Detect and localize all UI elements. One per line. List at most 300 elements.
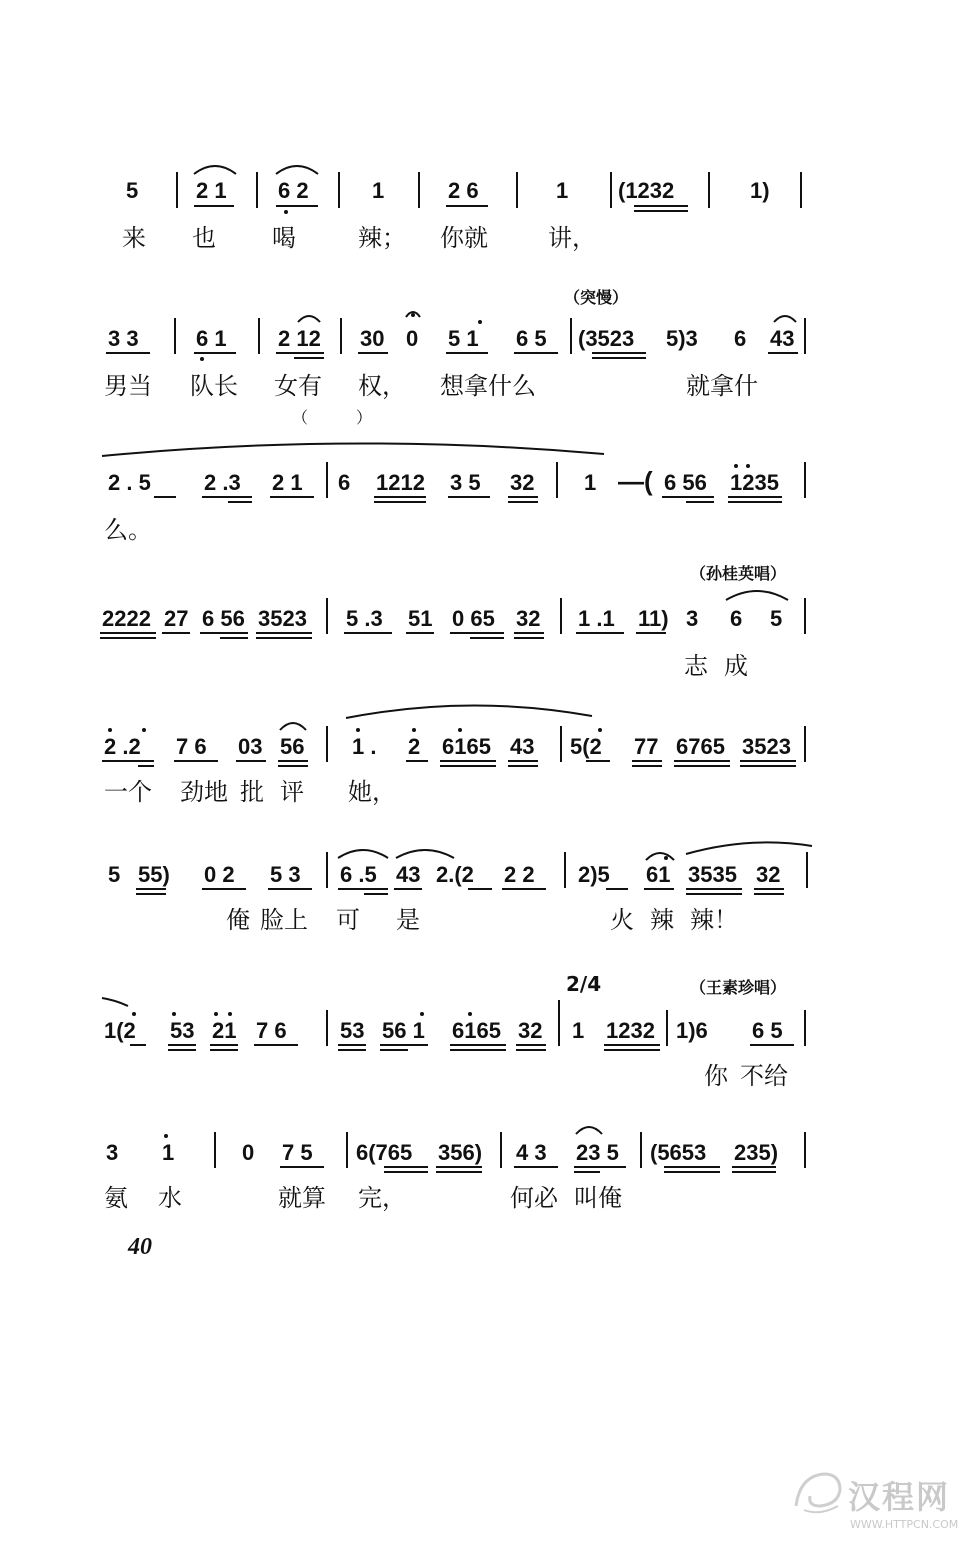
note: 1232	[606, 1018, 655, 1043]
note: 2 1	[272, 470, 303, 495]
note: 56	[280, 734, 305, 759]
underline	[606, 888, 628, 890]
underline	[754, 888, 784, 890]
underline	[210, 1049, 238, 1051]
note: 55)	[138, 862, 170, 887]
note: 1	[572, 1018, 585, 1043]
underline	[576, 632, 624, 634]
watermark-brand: 汉程网	[848, 1478, 951, 1516]
underline	[102, 760, 154, 762]
underline	[202, 888, 246, 890]
underline	[276, 205, 318, 207]
note: —(	[618, 466, 653, 496]
underline	[162, 632, 190, 634]
underline	[768, 352, 798, 354]
barline	[326, 1010, 328, 1046]
note: 32	[756, 862, 781, 887]
note: 43	[510, 734, 535, 759]
lyric: 辣！	[690, 906, 738, 934]
note: 1	[584, 470, 597, 495]
watermark-url: WWW.HTTPCN.COM	[850, 1518, 959, 1531]
note: 1 .	[352, 734, 377, 759]
barline	[516, 172, 518, 208]
high-dot	[164, 1134, 168, 1138]
underline	[750, 1044, 794, 1046]
underline	[740, 760, 796, 762]
note: 5	[126, 178, 139, 203]
underline	[450, 1044, 506, 1046]
underline	[574, 1166, 626, 1168]
tie-long	[100, 438, 606, 458]
high-dot	[142, 728, 146, 732]
note: 51	[408, 606, 433, 631]
note: 32	[518, 1018, 543, 1043]
low-dot	[200, 357, 204, 361]
underline	[634, 210, 688, 212]
underline	[592, 357, 646, 359]
note: 1(2	[104, 1018, 136, 1043]
underline	[358, 352, 388, 354]
lyric: 水	[158, 1184, 182, 1212]
note: 3523	[742, 734, 791, 759]
note: 32	[516, 606, 541, 631]
tie-long	[344, 700, 594, 720]
lyric: 可	[336, 906, 360, 934]
watermark-logo-icon	[790, 1466, 846, 1518]
note: 5 .3	[346, 606, 383, 631]
barline	[804, 318, 806, 354]
lyric: 你就	[440, 224, 488, 252]
note: 6 56	[202, 606, 245, 631]
slur	[274, 162, 320, 176]
underline	[100, 637, 156, 639]
underline	[574, 1171, 600, 1173]
note: 11)	[638, 606, 669, 631]
underline	[450, 1049, 506, 1051]
note: 2 6	[448, 178, 479, 203]
underline	[644, 888, 674, 890]
note: 0 2	[204, 862, 235, 887]
underline	[202, 496, 252, 498]
barline	[500, 1132, 502, 1168]
underline	[634, 205, 688, 207]
barline	[326, 852, 328, 888]
note: 6 .5	[340, 862, 377, 887]
underline	[604, 1049, 660, 1051]
underline	[384, 1166, 428, 1168]
barline	[804, 1010, 806, 1046]
lyric: 想拿什么	[440, 372, 536, 400]
barline	[806, 852, 808, 888]
note: 5(2	[570, 734, 602, 759]
underline	[380, 1044, 428, 1046]
barline	[338, 172, 340, 208]
lyric: 男当	[104, 372, 152, 400]
slur	[336, 846, 390, 860]
barline	[800, 172, 802, 208]
lyric: 喝	[272, 224, 296, 252]
lyric: 是	[396, 906, 420, 934]
underline	[448, 496, 490, 498]
underline	[136, 893, 166, 895]
lyric: 一个	[104, 778, 152, 806]
underline	[662, 496, 714, 498]
note: 43	[396, 862, 421, 887]
slur	[278, 718, 308, 732]
slur	[772, 312, 798, 324]
underline	[732, 1171, 776, 1173]
underline	[604, 1044, 660, 1046]
high-dot	[356, 728, 360, 732]
high-dot	[598, 728, 602, 732]
note: 2	[408, 734, 421, 759]
underline	[516, 1044, 546, 1046]
note: 3 3	[108, 326, 139, 351]
underline	[278, 765, 308, 767]
note: 6	[734, 326, 747, 351]
lyric: 女有	[274, 372, 322, 400]
note: 32	[510, 470, 535, 495]
note: 6 5	[752, 1018, 783, 1043]
lyric: 完，	[358, 1184, 406, 1212]
barline	[804, 726, 806, 762]
note: 03	[238, 734, 263, 759]
high-dot	[172, 1012, 176, 1016]
lyric: 何必	[510, 1184, 558, 1212]
underline	[256, 637, 312, 639]
underline	[728, 496, 782, 498]
underline	[632, 765, 662, 767]
tie-end	[100, 996, 130, 1008]
underline	[686, 888, 742, 890]
note: 6765	[676, 734, 725, 759]
lyric: 就算	[278, 1184, 326, 1212]
tempo-annotation: （突慢）	[564, 288, 629, 307]
note: 5 3	[270, 862, 301, 887]
note: 2 2	[504, 862, 535, 887]
barline	[556, 462, 558, 498]
note: 43	[770, 326, 795, 351]
underline	[674, 765, 730, 767]
underline	[514, 632, 544, 634]
high-dot	[734, 464, 738, 468]
high-dot	[108, 728, 112, 732]
underline	[200, 632, 248, 634]
underline	[446, 352, 488, 354]
slur	[724, 586, 790, 602]
note: 1 .1	[578, 606, 615, 631]
lyric: 你	[704, 1062, 728, 1090]
note: 235)	[734, 1140, 779, 1165]
paren-annotation: （ ）	[292, 408, 373, 427]
note: 6	[730, 606, 743, 631]
underline	[508, 765, 538, 767]
note: 2 12	[278, 326, 321, 351]
note: 7 6	[176, 734, 207, 759]
underline	[592, 352, 646, 354]
lyric: 批	[240, 778, 264, 806]
underline	[664, 1171, 720, 1173]
high-dot	[420, 1012, 424, 1016]
note: 2 .2	[104, 734, 141, 759]
barline	[258, 318, 260, 354]
barline	[640, 1132, 642, 1168]
barline	[340, 318, 342, 354]
underline	[732, 1166, 776, 1168]
underline	[470, 637, 504, 639]
note: 6 5	[516, 326, 547, 351]
singer-annotation: （孙桂英唱）	[690, 564, 787, 583]
note: 5 1	[448, 326, 479, 351]
underline	[138, 765, 154, 767]
underline	[236, 760, 266, 762]
barline	[326, 462, 328, 498]
lyric: 辣；	[358, 224, 406, 252]
note: 53	[340, 1018, 365, 1043]
note: 6 56	[664, 470, 707, 495]
underline	[106, 352, 150, 354]
underline	[514, 637, 544, 639]
underline	[440, 765, 496, 767]
note: 4 3	[516, 1140, 547, 1165]
underline	[154, 496, 176, 498]
note: 5	[108, 862, 121, 887]
barline	[804, 462, 806, 498]
barline	[708, 172, 710, 208]
underline	[338, 1044, 366, 1046]
note: 30	[360, 326, 385, 351]
note: 1212	[376, 470, 425, 495]
underline	[100, 632, 156, 634]
lyric: 就拿什	[686, 372, 758, 400]
underline	[674, 760, 730, 762]
barline	[610, 172, 612, 208]
underline	[276, 352, 324, 354]
underline	[136, 888, 166, 890]
barline	[560, 726, 562, 762]
underline	[436, 1171, 482, 1173]
note: 3	[686, 606, 699, 631]
underline	[338, 888, 388, 890]
underline	[686, 501, 714, 503]
underline	[256, 632, 312, 634]
slur	[296, 312, 322, 324]
barline	[256, 172, 258, 208]
note: 3 5	[450, 470, 481, 495]
note: 2222	[102, 606, 151, 631]
note: (3523	[578, 326, 635, 351]
note: 5)3	[666, 326, 698, 351]
note: 6 1	[196, 326, 227, 351]
high-dot	[478, 320, 482, 324]
note: 6165	[442, 734, 491, 759]
underline	[508, 501, 538, 503]
underline	[636, 632, 666, 634]
barline	[666, 1010, 668, 1046]
barline	[564, 852, 566, 888]
note: 7 6	[256, 1018, 287, 1043]
underline	[406, 760, 428, 762]
note: 3523	[258, 606, 307, 631]
lyric: 来	[122, 224, 146, 252]
high-dot	[468, 1012, 472, 1016]
slur	[574, 1122, 604, 1136]
underline	[468, 888, 492, 890]
note: 61	[646, 862, 671, 887]
lyric: 叫俺	[574, 1184, 622, 1212]
underline	[514, 352, 558, 354]
slur	[644, 848, 676, 862]
underline	[268, 888, 312, 890]
high-dot	[412, 728, 416, 732]
low-dot	[284, 210, 288, 214]
note: 2 . 5	[108, 470, 151, 495]
note: 1	[556, 178, 569, 203]
note: 2.(2	[436, 862, 474, 887]
barline	[176, 172, 178, 208]
note: 5	[770, 606, 783, 631]
lyric: 她，	[348, 778, 396, 806]
lyric: 脸上	[260, 906, 308, 934]
underline	[374, 496, 426, 498]
underline	[406, 632, 434, 634]
high-dot	[458, 728, 462, 732]
slur	[394, 846, 456, 860]
underline	[364, 893, 388, 895]
underline	[450, 632, 504, 634]
underline	[210, 1044, 238, 1046]
note: 2 1	[196, 178, 227, 203]
note: 7 5	[282, 1140, 313, 1165]
underline	[508, 760, 538, 762]
note: 1	[372, 178, 385, 203]
note: (5653	[650, 1140, 707, 1165]
lyric: 成	[724, 652, 748, 680]
high-dot	[132, 1012, 136, 1016]
note: 56 1	[382, 1018, 425, 1043]
underline	[194, 352, 236, 354]
note: 53	[170, 1018, 195, 1043]
high-dot	[746, 464, 750, 468]
lyric: 俺	[226, 906, 250, 934]
underline	[508, 496, 538, 498]
note: 77	[634, 734, 659, 759]
lyric: 不给	[740, 1062, 788, 1090]
lyric: 权，	[358, 372, 406, 400]
note: 0	[242, 1140, 255, 1165]
page-number: 40	[128, 1234, 152, 1260]
note: 3	[106, 1140, 119, 1165]
time-signature: 2/4	[566, 972, 602, 996]
underline	[436, 1166, 482, 1168]
underline	[632, 760, 662, 762]
note: (1232	[618, 178, 675, 203]
underline	[168, 1049, 196, 1051]
lyric: 讲，	[548, 224, 596, 252]
note: 1)	[750, 178, 770, 203]
underline	[270, 496, 314, 498]
underline	[194, 205, 234, 207]
note: 1	[162, 1140, 175, 1165]
barline	[326, 726, 328, 762]
underline	[168, 1044, 196, 1046]
barline	[418, 172, 420, 208]
watermark	[790, 1462, 966, 1542]
underline	[728, 501, 782, 503]
underline	[394, 888, 422, 890]
underline	[278, 760, 308, 762]
underline	[440, 760, 496, 762]
underline	[228, 501, 252, 503]
barline	[804, 598, 806, 634]
note: 6(765	[356, 1140, 413, 1165]
underline	[514, 1166, 558, 1168]
underline	[686, 893, 742, 895]
underline	[586, 760, 610, 762]
high-dot	[664, 856, 668, 860]
note: 6165	[452, 1018, 501, 1043]
barline	[346, 1132, 348, 1168]
underline	[740, 765, 796, 767]
lyric: 志	[684, 652, 708, 680]
note: 356)	[438, 1140, 483, 1165]
underline	[384, 1171, 428, 1173]
singer-annotation: （王素珍唱）	[690, 978, 787, 997]
lyric: 队长	[190, 372, 238, 400]
barline	[570, 318, 572, 354]
note: 1235	[730, 470, 779, 495]
note: 23 5	[576, 1140, 619, 1165]
underline	[280, 1166, 324, 1168]
note: 1)6	[676, 1018, 708, 1043]
underline	[446, 205, 488, 207]
note: 0 65	[452, 606, 495, 631]
note: 6	[338, 470, 351, 495]
lyric: 火	[610, 906, 634, 934]
barline	[174, 318, 176, 354]
note: 21	[212, 1018, 237, 1043]
lyric: 氨	[104, 1184, 128, 1212]
note: 27	[164, 606, 189, 631]
lyric: 劲地	[180, 778, 228, 806]
underline	[664, 1166, 720, 1168]
high-dot	[228, 1012, 232, 1016]
note: 0	[406, 326, 419, 351]
fermata	[404, 308, 422, 318]
high-dot	[214, 1012, 218, 1016]
note: 3535	[688, 862, 737, 887]
underline	[254, 1044, 298, 1046]
underline	[130, 1044, 146, 1046]
underline	[754, 893, 784, 895]
note: 6 2	[278, 178, 309, 203]
barline	[804, 1132, 806, 1168]
barline	[560, 598, 562, 634]
barline	[558, 1000, 560, 1046]
lyric: 么。	[104, 516, 152, 544]
lyric: 辣	[650, 906, 674, 934]
note: 2)5	[578, 862, 610, 887]
tie-long	[684, 840, 814, 856]
underline	[502, 888, 546, 890]
lyric: 评	[280, 778, 304, 806]
slur	[192, 162, 238, 176]
lyric: 也	[192, 224, 216, 252]
underline	[174, 760, 218, 762]
underline	[516, 1049, 546, 1051]
note: 2 .3	[204, 470, 241, 495]
barline	[214, 1132, 216, 1168]
